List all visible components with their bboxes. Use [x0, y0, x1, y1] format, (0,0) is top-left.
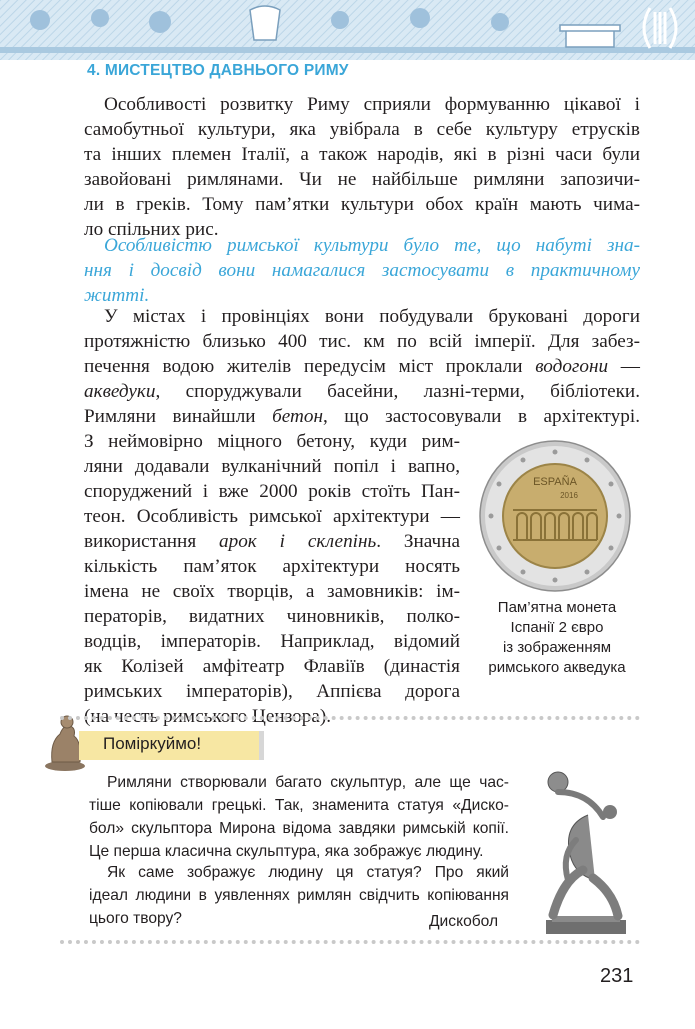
- svg-text:ESPAÑA: ESPAÑA: [533, 476, 577, 488]
- think-text-1: [89, 771, 509, 863]
- text-line: ння і досвід вони намагалися застосувати в практичному: [84, 260, 640, 281]
- text-line: Особливості розвитку Риму сприяли формуванню цікавої і: [104, 94, 640, 115]
- text-line: акведуки, споруджували басейни, лазні-терми, бібліотеки.: [84, 381, 640, 402]
- text-line: Римляни створювали багато скульптур, але ще час-: [107, 774, 509, 791]
- text-line: завойовані римлянами. Чи не найбільше римляни запозичи-: [84, 169, 640, 190]
- greek-ornament-icon: [0, 0, 695, 60]
- header-ornament-banner: [0, 0, 695, 60]
- text-line: та інших племен Італії, а також народів, які в різні часи були: [84, 144, 640, 165]
- text-line: Римляни винайшли бетон, що застосовували в архітектурі.: [84, 406, 640, 427]
- text-line: бол» скульптора Мирона відома завдяки римській копії.: [89, 820, 509, 837]
- text-line: ло спільних рис.: [84, 219, 219, 240]
- statue-caption: Дискобол: [429, 913, 499, 930]
- text-line: кількість пам’яток архітектури носять: [84, 556, 460, 577]
- highlight-paragraph: [84, 233, 640, 308]
- text-line: печення водою жителів передусім міст проклали водогони —: [84, 356, 640, 377]
- svg-text:2016: 2016: [560, 491, 578, 500]
- text-line: теон. Особливість римської архітектури —: [84, 506, 460, 527]
- text-line: Як саме зображує людину ця статуя? Про який: [107, 864, 509, 881]
- text-line: ли в греків. Тому пам’ятки культури обох країн мають чима-: [84, 194, 640, 215]
- think-label: Поміркуймо!: [103, 734, 202, 753]
- divider-dotted-bottom: [60, 940, 640, 944]
- text-line: водців, імператорів. Наприклад, відомий: [84, 631, 460, 652]
- text-line: цього твору?: [89, 910, 182, 927]
- paragraph-architecture: [84, 429, 460, 729]
- text-line: У містах і провінціях вони побудували бруковані дороги: [104, 306, 640, 327]
- text-line: житті.: [84, 285, 150, 306]
- text-line: римських імператорів), Аппієва дорога: [84, 681, 460, 702]
- text-line: Особливістю римської культури було те, що набуті зна-: [104, 235, 640, 256]
- text-line: використання арок і склепінь. Значна: [84, 531, 460, 552]
- text-line: як Колізей амфітеатр Флавіїв (династія: [84, 656, 460, 677]
- text-line: З неймовірно міцного бетону, куди рим-: [84, 431, 460, 452]
- text-line: імена не своїх творців, а замовників: ім-: [84, 581, 460, 602]
- text-line: тіше копіювали грецькі. Так, знаменита статуя «Диско-: [89, 797, 509, 814]
- text-line: споруджений і вже 2000 років стоїть Пан-: [84, 481, 460, 502]
- text-line: ляни додавали вулканічний попіл і вапно,: [84, 456, 460, 477]
- discobolus-statue-image: [528, 770, 638, 940]
- text-line: протяжністю близько 400 тис. км по всій імперії. Для забез-: [84, 331, 640, 352]
- page-number: 231: [600, 965, 634, 987]
- paragraph-intro: [84, 92, 640, 242]
- euro-coin-image: [479, 440, 631, 592]
- paragraph-roads: [84, 304, 640, 429]
- text-line: ператорів, видатних чиновників, полко-: [84, 606, 460, 627]
- section-heading: 4. МИСТЕЦТВО ДАВНЬОГО РИМУ: [87, 62, 349, 79]
- coin-caption: Пам’ятна монета Іспанії 2 євро із зображенням римського акведука: [488, 599, 626, 676]
- text-line: (на честь римського Цензора).: [84, 706, 332, 727]
- divider-dotted-top: [60, 716, 640, 720]
- text-line: Це перша класична скульптура, яка зображує людину.: [89, 843, 484, 860]
- text-line: ідеал людини в уявленнях римлян свідчить копіювання: [89, 887, 509, 904]
- text-line: самобутньої культури, яка увібрала в себе культуру етрусків: [84, 119, 640, 140]
